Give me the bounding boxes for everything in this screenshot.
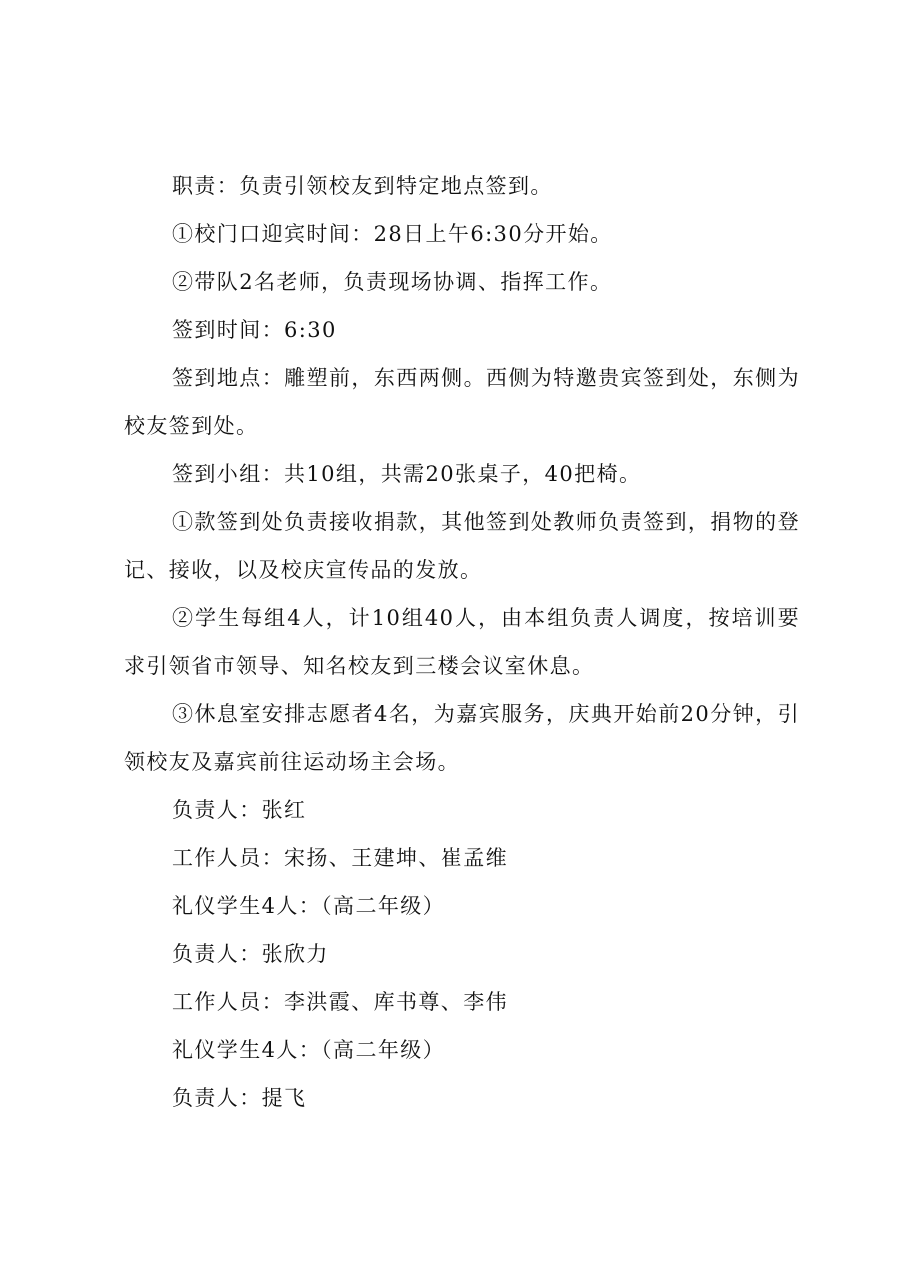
paragraph-student-groups: ②学生每组4人，计10组40人，由本组负责人调度，按培训要求引领省市领导、知名校友到三楼会议室休息。 (124, 606, 800, 678)
paragraph-donation-desk: ①款签到处负责接收捐款，其他签到处教师负责签到，捐物的登记、接收，以及校庆宣传品的发放。 (124, 510, 800, 582)
paragraph-signin-time: 签到时间：6:30 (172, 318, 337, 342)
paragraph-staff-1: 工作人员：宋扬、王建坤、崔孟维 (172, 846, 508, 870)
paragraph-signin-location: 签到地点：雕塑前，东西两侧。西侧为特邀贵宾签到处，东侧为校友签到处。 (124, 366, 800, 438)
paragraph-etiquette-students-1: 礼仪学生4人：（高二年级） (172, 894, 446, 918)
document-body (124, 162, 800, 1122)
paragraph-person-in-charge-2: 负责人：张欣力 (172, 942, 329, 966)
paragraph-person-in-charge-3: 负责人：提飞 (172, 1086, 307, 1110)
paragraph-etiquette-students-2: 礼仪学生4人：（高二年级） (172, 1038, 446, 1062)
paragraph-gate-welcome-time: ①校门口迎宾时间：28日上午6:30分开始。 (172, 222, 613, 246)
paragraph-staff-2: 工作人员：李洪霞、库书尊、李伟 (172, 990, 508, 1014)
paragraph-teacher-lead: ②带队2名老师，负责现场协调、指挥工作。 (172, 270, 613, 294)
paragraph-lounge-volunteers: ③休息室安排志愿者4名，为嘉宾服务，庆典开始前20分钟，引领校友及嘉宾前往运动场主会场。 (124, 702, 800, 774)
paragraph-signin-groups: 签到小组：共10组，共需20张桌子，40把椅。 (172, 462, 642, 486)
paragraph-person-in-charge-1: 负责人：张红 (172, 798, 307, 822)
paragraph-duty: 职责：负责引领校友到特定地点签到。 (172, 174, 553, 198)
